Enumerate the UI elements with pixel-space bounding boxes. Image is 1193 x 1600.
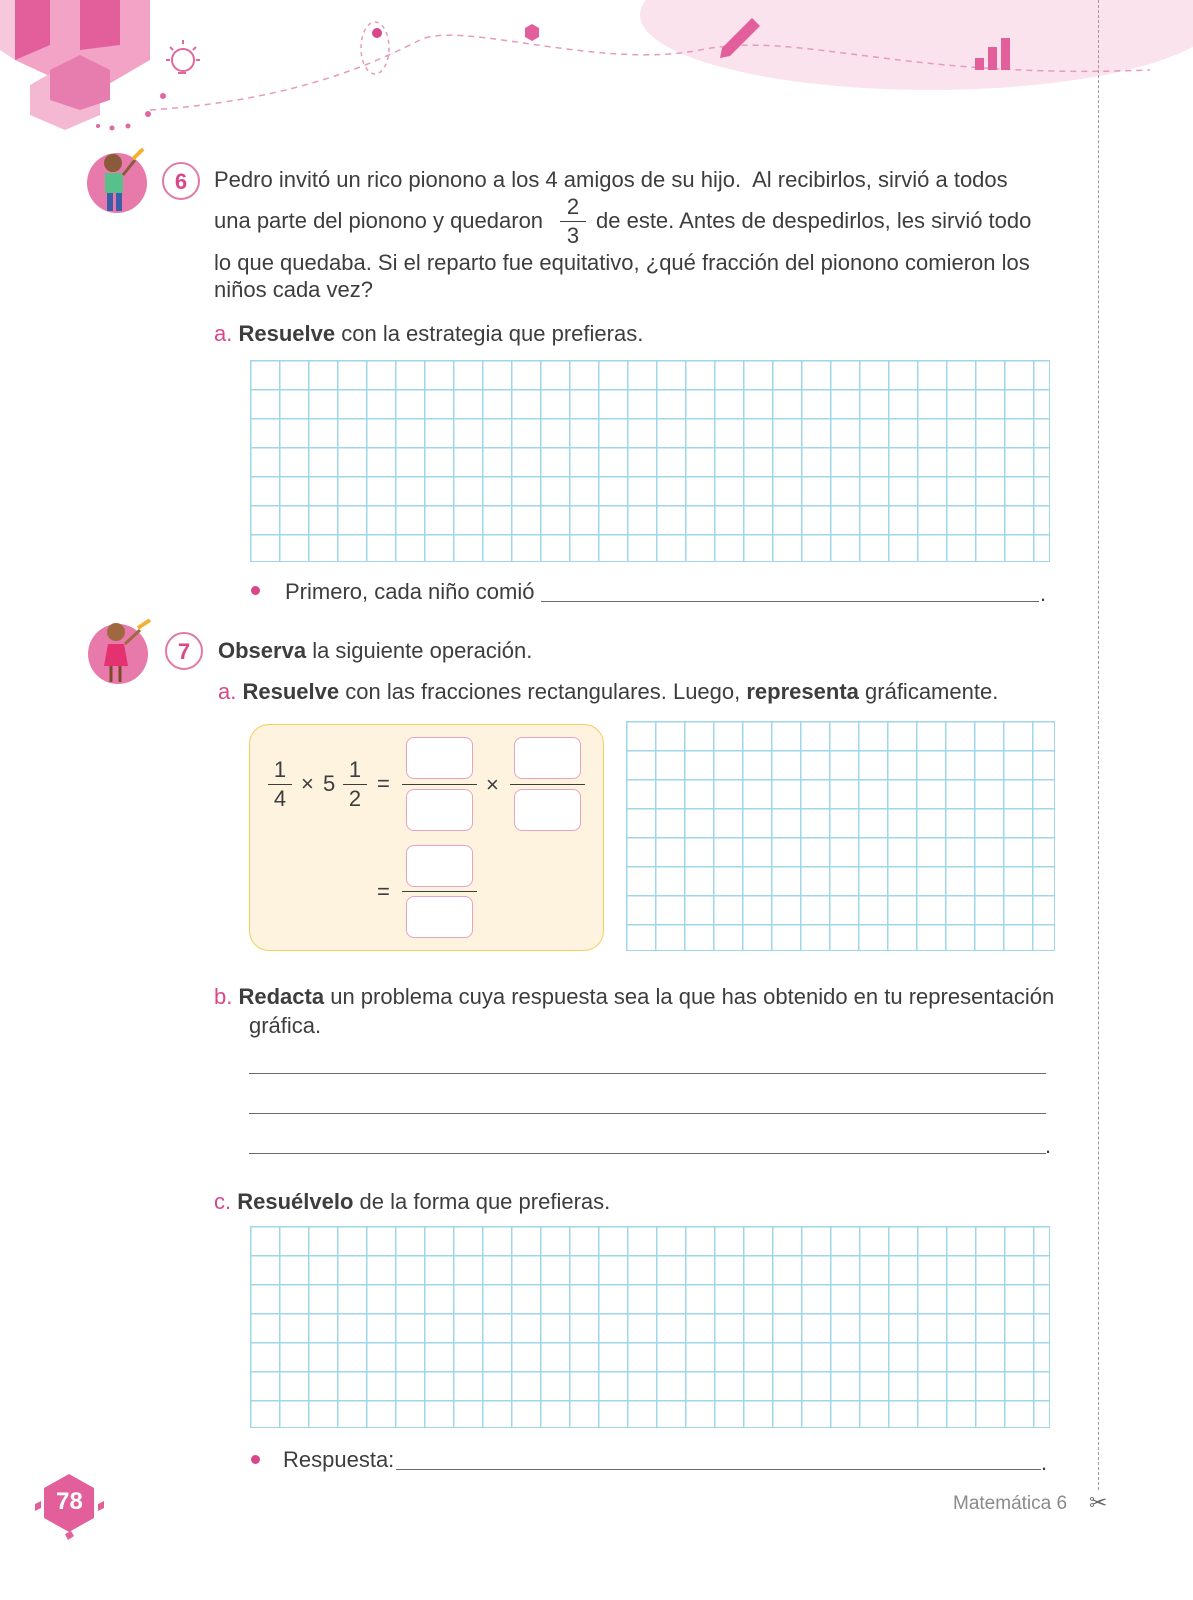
fraction-denominator: 4 [273,786,287,811]
q7c-work-grid[interactable] [250,1226,1050,1428]
writing-line-2[interactable] [249,1113,1046,1114]
instruction-text: la siguiente operación. [312,638,533,663]
fraction-one-fourth [268,758,292,811]
q6-line-2-end: de este. Antes de despedirlos, les sirvió todo [596,208,1032,233]
fraction-denominator: 2 [348,786,362,811]
cubes-icon [0,0,150,130]
q6-answer-line[interactable] [541,601,1039,602]
fraction-numerator: 2 [566,194,580,219]
numerator-box-1[interactable] [406,737,473,779]
fraction-one-half [343,758,367,811]
part-letter: a. [214,321,233,346]
q6-line-1: Pedro invitó un rico pionono a los 4 amigos de su hijo. Al recibirlos, sirvió a todos [214,167,1008,192]
q7a-representation-grid[interactable] [626,721,1055,951]
q6-line-2-start: una parte del pionono y quedaron [214,208,544,233]
q7-intro [218,637,532,665]
instruction-verb: Observa [218,638,307,663]
numerator-box-3[interactable] [406,845,473,887]
q6-line-4: niños cada vez? [214,277,373,302]
fraction-numerator: 1 [273,757,287,782]
denominator-box-1[interactable] [406,789,473,831]
instruction-text: de la forma que prefieras. [359,1189,611,1214]
equals-sign-2: = [377,879,390,904]
lightbulb-icon [166,40,200,73]
denominator-box-2[interactable] [514,789,581,831]
instruction-text: un problema cuya respuesta sea la que has obtenido en tu representación [330,984,1055,1009]
scissors-icon: ✂ [1089,1490,1108,1515]
times-sign: × [301,771,314,796]
q7-part-a [218,678,998,706]
fraction-numerator: 1 [348,757,362,782]
whole-number: 5 [323,771,336,796]
q6-work-grid[interactable] [250,360,1050,562]
period: . [1045,1133,1052,1158]
book-title: Matemática 6 [953,1493,1068,1514]
q7-answer-line[interactable] [396,1469,1041,1470]
part-letter: c. [214,1189,232,1214]
fraction-bar [343,784,367,785]
period: . [1041,1450,1048,1475]
q7-part-b-line-2: gráfica. [249,1013,322,1038]
bullet-icon [251,1455,260,1464]
part-letter: b. [214,984,233,1009]
instruction-verb: Redacta [238,984,325,1009]
girl-avatar-icon [88,614,158,689]
boy-avatar-icon [85,145,155,220]
question-7-number: 7 [165,632,203,670]
instruction-text: con la estrategia que prefieras. [341,321,644,346]
q6-answer-label: Primero, cada niño comió [285,579,535,604]
writing-line-1[interactable] [249,1073,1046,1074]
bullet-icon [251,586,260,595]
denominator-box-3[interactable] [406,896,473,938]
cut-line [1098,0,1099,1490]
fraction-bar-3 [402,891,477,892]
equals-sign: = [377,771,390,796]
page-number: 78 [56,1488,83,1515]
q7-part-c [214,1188,610,1216]
fraction-bar-1 [402,784,477,785]
instruction-verb: Resuelve [238,321,336,346]
fraction-bar [268,784,292,785]
times-sign-2: × [486,772,499,797]
q7-part-b [214,983,1054,1011]
question-6-number: 6 [162,162,200,200]
instruction-text-end: gráficamente. [865,679,999,704]
instruction-verb-2: representa [746,679,859,704]
fraction-bar-2 [510,784,585,785]
header-decoration [0,0,1193,140]
q6-fraction-two-thirds [560,195,586,248]
q7-answer-label: Respuesta: [283,1447,395,1472]
instruction-text: con las fracciones rectangulares. Luego, [345,679,741,704]
q6-part-a [214,320,643,348]
q6-line-3: lo que quedaba. Si el reparto fue equitativo, ¿qué fracción del pionono comieron los [214,250,1030,275]
numerator-box-2[interactable] [514,737,581,779]
writing-line-3[interactable] [249,1153,1046,1154]
part-letter: a. [218,679,237,704]
instruction-verb: Resuélvelo [237,1189,354,1214]
fraction-bar [560,221,586,222]
fraction-denominator: 3 [566,223,580,248]
instruction-verb: Resuelve [242,679,340,704]
period: . [1040,581,1047,606]
